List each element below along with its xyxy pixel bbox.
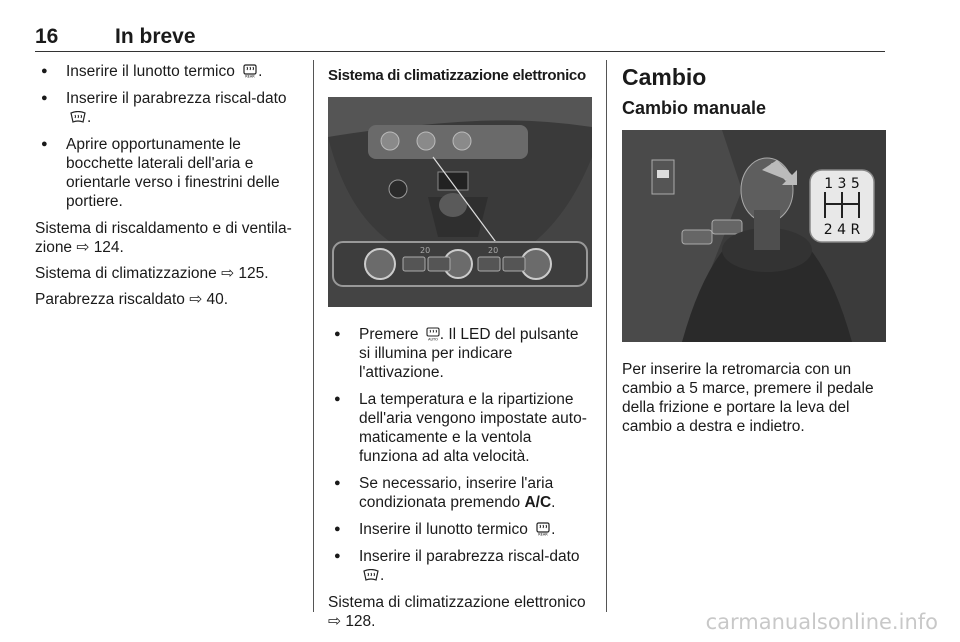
chapter-title: In breve [115,25,196,48]
auto-mode-icon [426,327,440,341]
climate-panel-drawing [328,97,592,307]
cross-reference[interactable]: Parabrezza riscaldato ⇨ 40. [35,291,229,308]
svg-text:REAR: REAR [245,74,255,78]
rear-window-heater-icon [242,64,258,78]
arrow-icon: ⇨ [328,613,341,630]
arrow-icon: ⇨ [189,291,203,308]
panel-temperature-left: 20 [420,246,431,255]
svg-text:REAR: REAR [538,532,548,536]
windshield-heater-icon [362,569,380,582]
page-number: 16 [35,25,59,48]
gear-pattern-bottom: 2 4 R [823,222,861,238]
gearshift-drawing [622,130,886,342]
cross-reference[interactable]: Sistema di climatizzazione ⇨ 125. [35,265,269,282]
list-item: ● Premere AUTO . Il LED del pulsante si illumina per indicare l'attivazione. [328,325,592,382]
arrow-icon: ⇨ [76,239,90,256]
cross-reference[interactable]: Sistema di riscaldamento e di ventila-zione ⇨ 124. [35,220,292,256]
section-subheading: Cambio manuale [622,98,767,118]
windshield-heater-icon [69,111,87,124]
column-left [35,62,303,316]
cross-reference[interactable]: Sistema di climatizzazione elettronico ⇨ 128. [328,594,586,630]
gear-pattern-top: 1 3 5 [824,176,860,192]
list-item: ● Aprire opportunamente le bocchette laterali dell'aria e orientarle verso i finestrini delle portiere. [35,135,303,211]
list-item: ● Se necessario, inserire l'aria condizionata premendo A/C. [328,474,592,512]
list-item: ● La temperatura e la ripartizione dell'aria vengono impostate auto-maticamente e la ventola funziona ad alta velocità. [328,390,592,466]
list-item: ● Inserire il lunotto termico REAR . [35,62,303,81]
column-divider-2 [606,60,607,612]
page-header [35,25,885,53]
list-item: ● Inserire il parabrezza riscal-dato . [35,89,303,127]
header-divider [35,51,885,52]
svg-text:AUTO: AUTO [427,337,438,341]
section-heading: Cambio [622,64,707,90]
rear-window-heater-icon [535,522,551,536]
column-right [622,62,886,443]
watermark: carmanualsonline.info [705,610,938,634]
column-middle [328,62,592,638]
climate-control-illustration [328,97,592,307]
gearshift-illustration [622,130,886,342]
arrow-icon: ⇨ [221,265,235,282]
list-item: ● Inserire il parabrezza riscal-dato . [328,547,592,585]
panel-temperature-right: 20 [488,246,499,255]
body-paragraph: Per inserire la retromarcia con un cambio a 5 marce, premere il pedale della frizione e portare la leva del cambio a destra e indietro. [622,361,874,435]
list-item: ● Inserire il lunotto termico REAR . [328,520,592,539]
column-divider-1 [313,60,314,612]
ac-label: A/C [524,494,552,511]
section-subheading: Sistema di climatizzazione elettronico [328,67,586,84]
